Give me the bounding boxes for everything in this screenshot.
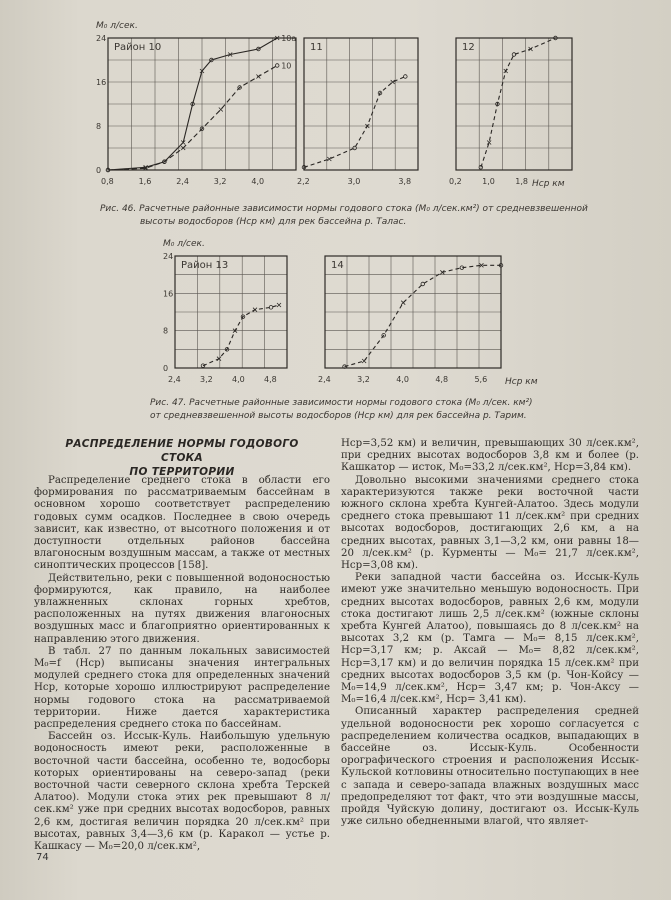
series-label: 10 (281, 61, 292, 71)
x-tick-label: 4,0 (251, 177, 265, 186)
x-tick-label: 0,8 (101, 177, 114, 186)
data-point (404, 75, 408, 79)
x-tick-label: 2,4 (168, 375, 181, 384)
series-line (203, 305, 279, 366)
section-heading-line2: ПО ТЕРРИТОРИИ (129, 466, 235, 478)
left-paragraph-1: Распределение среднего стока в области его формирования по рассматриваемым бассейнам в основном хорошо соответствует распределению годовых сумм осадков. Последнее в свою очередь зависит, как известно, от высотного положения и от доступности отдельных районов бассейна влагоносным воздушным массам, а также от местных синоптических процессов [158]. (34, 475, 330, 572)
y-tick-label: 0 (96, 166, 102, 175)
x-tick-label: 4,8 (264, 375, 277, 384)
x-tick-label: 4,0 (396, 375, 409, 384)
x-tick-label: 5,6 (474, 375, 488, 384)
figure-46-caption-line2: высоты водосборов (Hср км) для рек бассейна р. Талас. (140, 217, 407, 227)
series-label: 10а (281, 34, 297, 43)
series-line (304, 77, 405, 168)
x-tick-label: 4,0 (232, 375, 245, 384)
x-tick-label: 3,2 (200, 375, 213, 384)
panel-title: 12 (462, 42, 475, 53)
series-line (108, 66, 277, 171)
figure-46-caption (100, 203, 620, 229)
data-point (219, 108, 223, 112)
left-paragraph-2: Действительно, реки с повышенной водоносностью формируются, как правило, на наиболее увлажненных склонах горных хребтов, расположенных на путях движения влагоносных воздушных масс и благоприятно ориентированных к направлению этого движения. (34, 572, 330, 645)
left-column (34, 475, 330, 853)
x-tick-label: 1,6 (138, 177, 152, 186)
right-paragraph-4: Описанный характер распределения средней удельной водоносности рек хорошо согласуется с распределением количества осадков, выпадающих в бассейне оз. Иссык-Куль. Особенности орографического строения и расположения Иссык-Кульской котловины относительно поступающих в нее с запада и северо-запада влажных воздушных масс предопределяют тот факт, что эти воздушные массы, пройдя Чуйскую долину, достигают оз. Иссык-Куль уже сильно обедненными влагой, что являет- (341, 706, 639, 828)
x-tick-label: 3,0 (347, 177, 361, 186)
y-tick-label: 8 (163, 326, 169, 336)
x-tick-label: 2,2 (297, 177, 310, 186)
x-tick-label: 0,2 (449, 177, 462, 186)
panel-title: Район 13 (181, 260, 229, 271)
x-tick-label: 3,2 (213, 177, 227, 186)
figure-47-caption-line2: от средневзвешенной высоты водосборов (Hср км) для рек бассейна р. Тарим. (150, 411, 527, 421)
y-tick-label: 24 (96, 34, 107, 43)
y-tick-label: 0 (163, 364, 169, 373)
y-tick-label: 24 (163, 252, 174, 261)
right-paragraph-3: Реки западной части бассейна оз. Иссык-Куль имеют уже значительно меньшую водоносность. При средних высотах водосборов, равных 2,6 км, модули стока достигают лишь 2,5 л/сек.км² (южные склоны хребта Кунгей Алатоо), повышаясь до 8 л/сек.км² на высотах 3,2 км (р. Тамга — M₀= 8,15 л/сек.км², Hср=3,17 км; р. Аксай — M₀= 8,82 л/сек.км², Hср=3,17 км) и до величин порядка 15 л/сек.км² при средних высотах водосборов 3,5 км (р. Чон-Койсу — M₀=14,9 л/сек.км², Hср= 3,47 км; р. Чон-Аксу — M₀=16,4 л/сек.км², Hср= 3,41 км). (341, 572, 639, 706)
data-point (421, 282, 425, 286)
right-paragraph-2: Довольно высокими значениями среднего стока характеризуются также реки восточной части южного склона хребта Кунгей-Алатоо. Здесь модули среднего стока превышают 11 л/сек.км² при средних высотах водосборов, достигающих 2,6 км, а на средних высотах, равных 3,1—3,2 км, они равны 18—20 л/сек.км² (р. Курменты — M₀= 21,7 л/сек.км², Hср=3,08 км). (341, 474, 639, 572)
x-tick-label: 3,2 (357, 375, 370, 384)
panel-title: 11 (310, 42, 323, 53)
y-tick-label: 8 (96, 122, 102, 131)
right-column (341, 438, 639, 829)
x-axis-label: Hср км (532, 179, 565, 189)
data-point (269, 306, 273, 310)
x-tick-label: 4,8 (435, 375, 449, 384)
figure-47-caption-line1: Рис. 47. Расчетные районные зависимости нормы годового стока (M₀ л/сек. км²) (150, 398, 533, 408)
y-tick-label: 16 (96, 78, 107, 87)
x-tick-label: 1,0 (482, 177, 495, 186)
data-point (253, 308, 257, 312)
figure-47-caption (150, 397, 620, 423)
x-tick-label: 3,8 (398, 177, 412, 186)
panel-title: 14 (331, 260, 344, 271)
data-point (277, 303, 281, 307)
data-point (217, 357, 221, 361)
figure-46-caption-line1: Рис. 46. Расчетные районные зависимости нормы годового стока (M₀ л/сек.км²) от средневзвешенной (100, 204, 588, 214)
data-point (401, 301, 405, 305)
left-paragraph-4: Бассейн оз. Иссык-Куль. Наибольшую удельную водоносность имеют реки, расположенные в восточной части бассейна, особенно те, водосборы которых ориентированы на северо-запад (реки восточной части северного склона хребта Терскей Алатоо). Модули стока этих рек превышают 8 л/сек.км² уже при средних высотах водосборов, равных 2,6 км, достигая величин порядка 20 л/сек.км² при высотах, равных 3,4—3,6 км (р. Каракол — устье р. Кашкасу — M₀=20,0 л/сек.км², (34, 731, 330, 853)
series-line (345, 265, 501, 366)
x-axis-label: Hср км (505, 377, 538, 387)
data-point (362, 359, 366, 363)
section-heading (52, 437, 312, 479)
x-tick-label: 1,8 (515, 177, 529, 186)
x-tick-label: 2,4 (318, 375, 331, 384)
panel-title: Район 10 (114, 42, 162, 53)
y-tick-label: 16 (163, 289, 174, 299)
section-heading-line1: РАСПРЕДЕЛЕНИЕ НОРМЫ ГОДОВОГО СТОКА (65, 438, 299, 464)
page-number: 74 (36, 852, 49, 863)
y-axis-label: M₀ л/сек. (163, 239, 205, 249)
data-point (327, 157, 331, 161)
x-tick-label: 2,4 (176, 177, 189, 186)
data-point (256, 75, 260, 79)
y-axis-label: M₀ л/сек. (96, 21, 138, 31)
left-paragraph-3: В табл. 27 по данным локальных зависимостей M₀=f (Hср) выписаны значения интегральных модулей среднего стока для определенных значений Hср, которые хорошо иллюстрируют распределение нормы годового стока на рассматриваемой территории. Ниже дается характеристика распределения среднего стока по бассейнам. (34, 645, 330, 731)
data-point (275, 64, 279, 68)
right-paragraph-1: Hср=3,52 км) и величин, превышающих 30 л/сек.км², при средних высотах водосборов 3,8 км и более (р. Кашкатор — исток, M₀=33,2 л/сек.км², Hср=3,84 км). (341, 438, 639, 474)
